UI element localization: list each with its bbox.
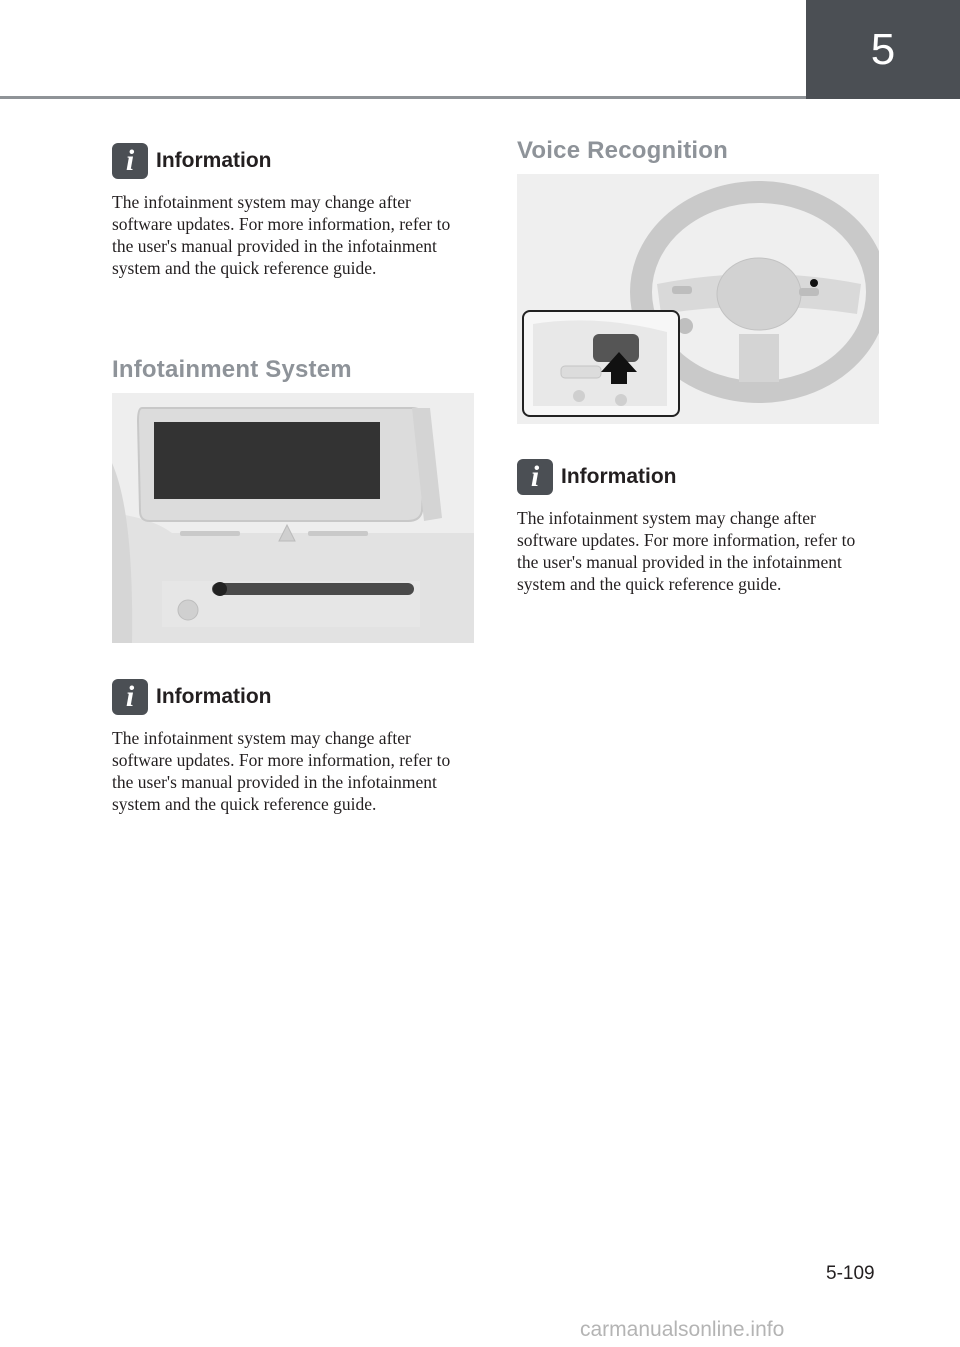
info-header [112,143,474,179]
info-header [112,679,474,715]
infotainment-illustration [112,393,474,643]
watermark: carmanualsonline.info [580,1318,785,1341]
voice-recognition-figure [517,174,879,424]
section-title-infotainment: Infotainment System [112,356,352,383]
info-text: The infotainment system may change after software updates. For more information, refer to the user's manual provided in the infotainment system and the quick reference guide. [112,192,451,278]
info-icon: i [517,459,553,495]
page-number: 5-109 [826,1263,875,1284]
info-text: The infotainment system may change after software updates. For more information, refer to the user's manual provided in the infotainment system and the quick reference guide. [517,508,856,594]
section-title-voice: Voice Recognition [517,137,728,164]
steering-wheel-illustration [517,174,879,424]
info-title: Information [156,685,272,708]
info-icon: i [112,143,148,179]
info-block-1 [112,143,474,279]
infotainment-figure [112,393,474,643]
info-header [517,459,879,495]
info-title: Information [156,149,272,172]
info-block-2 [112,679,474,815]
info-title: Information [561,465,677,488]
info-block-3 [517,459,879,595]
info-icon: i [112,679,148,715]
header-rule [0,96,806,99]
info-text: The infotainment system may change after software updates. For more information, refer to the user's manual provided in the infotainment system and the quick reference guide. [112,728,451,814]
chapter-tab: 5 [806,0,960,99]
